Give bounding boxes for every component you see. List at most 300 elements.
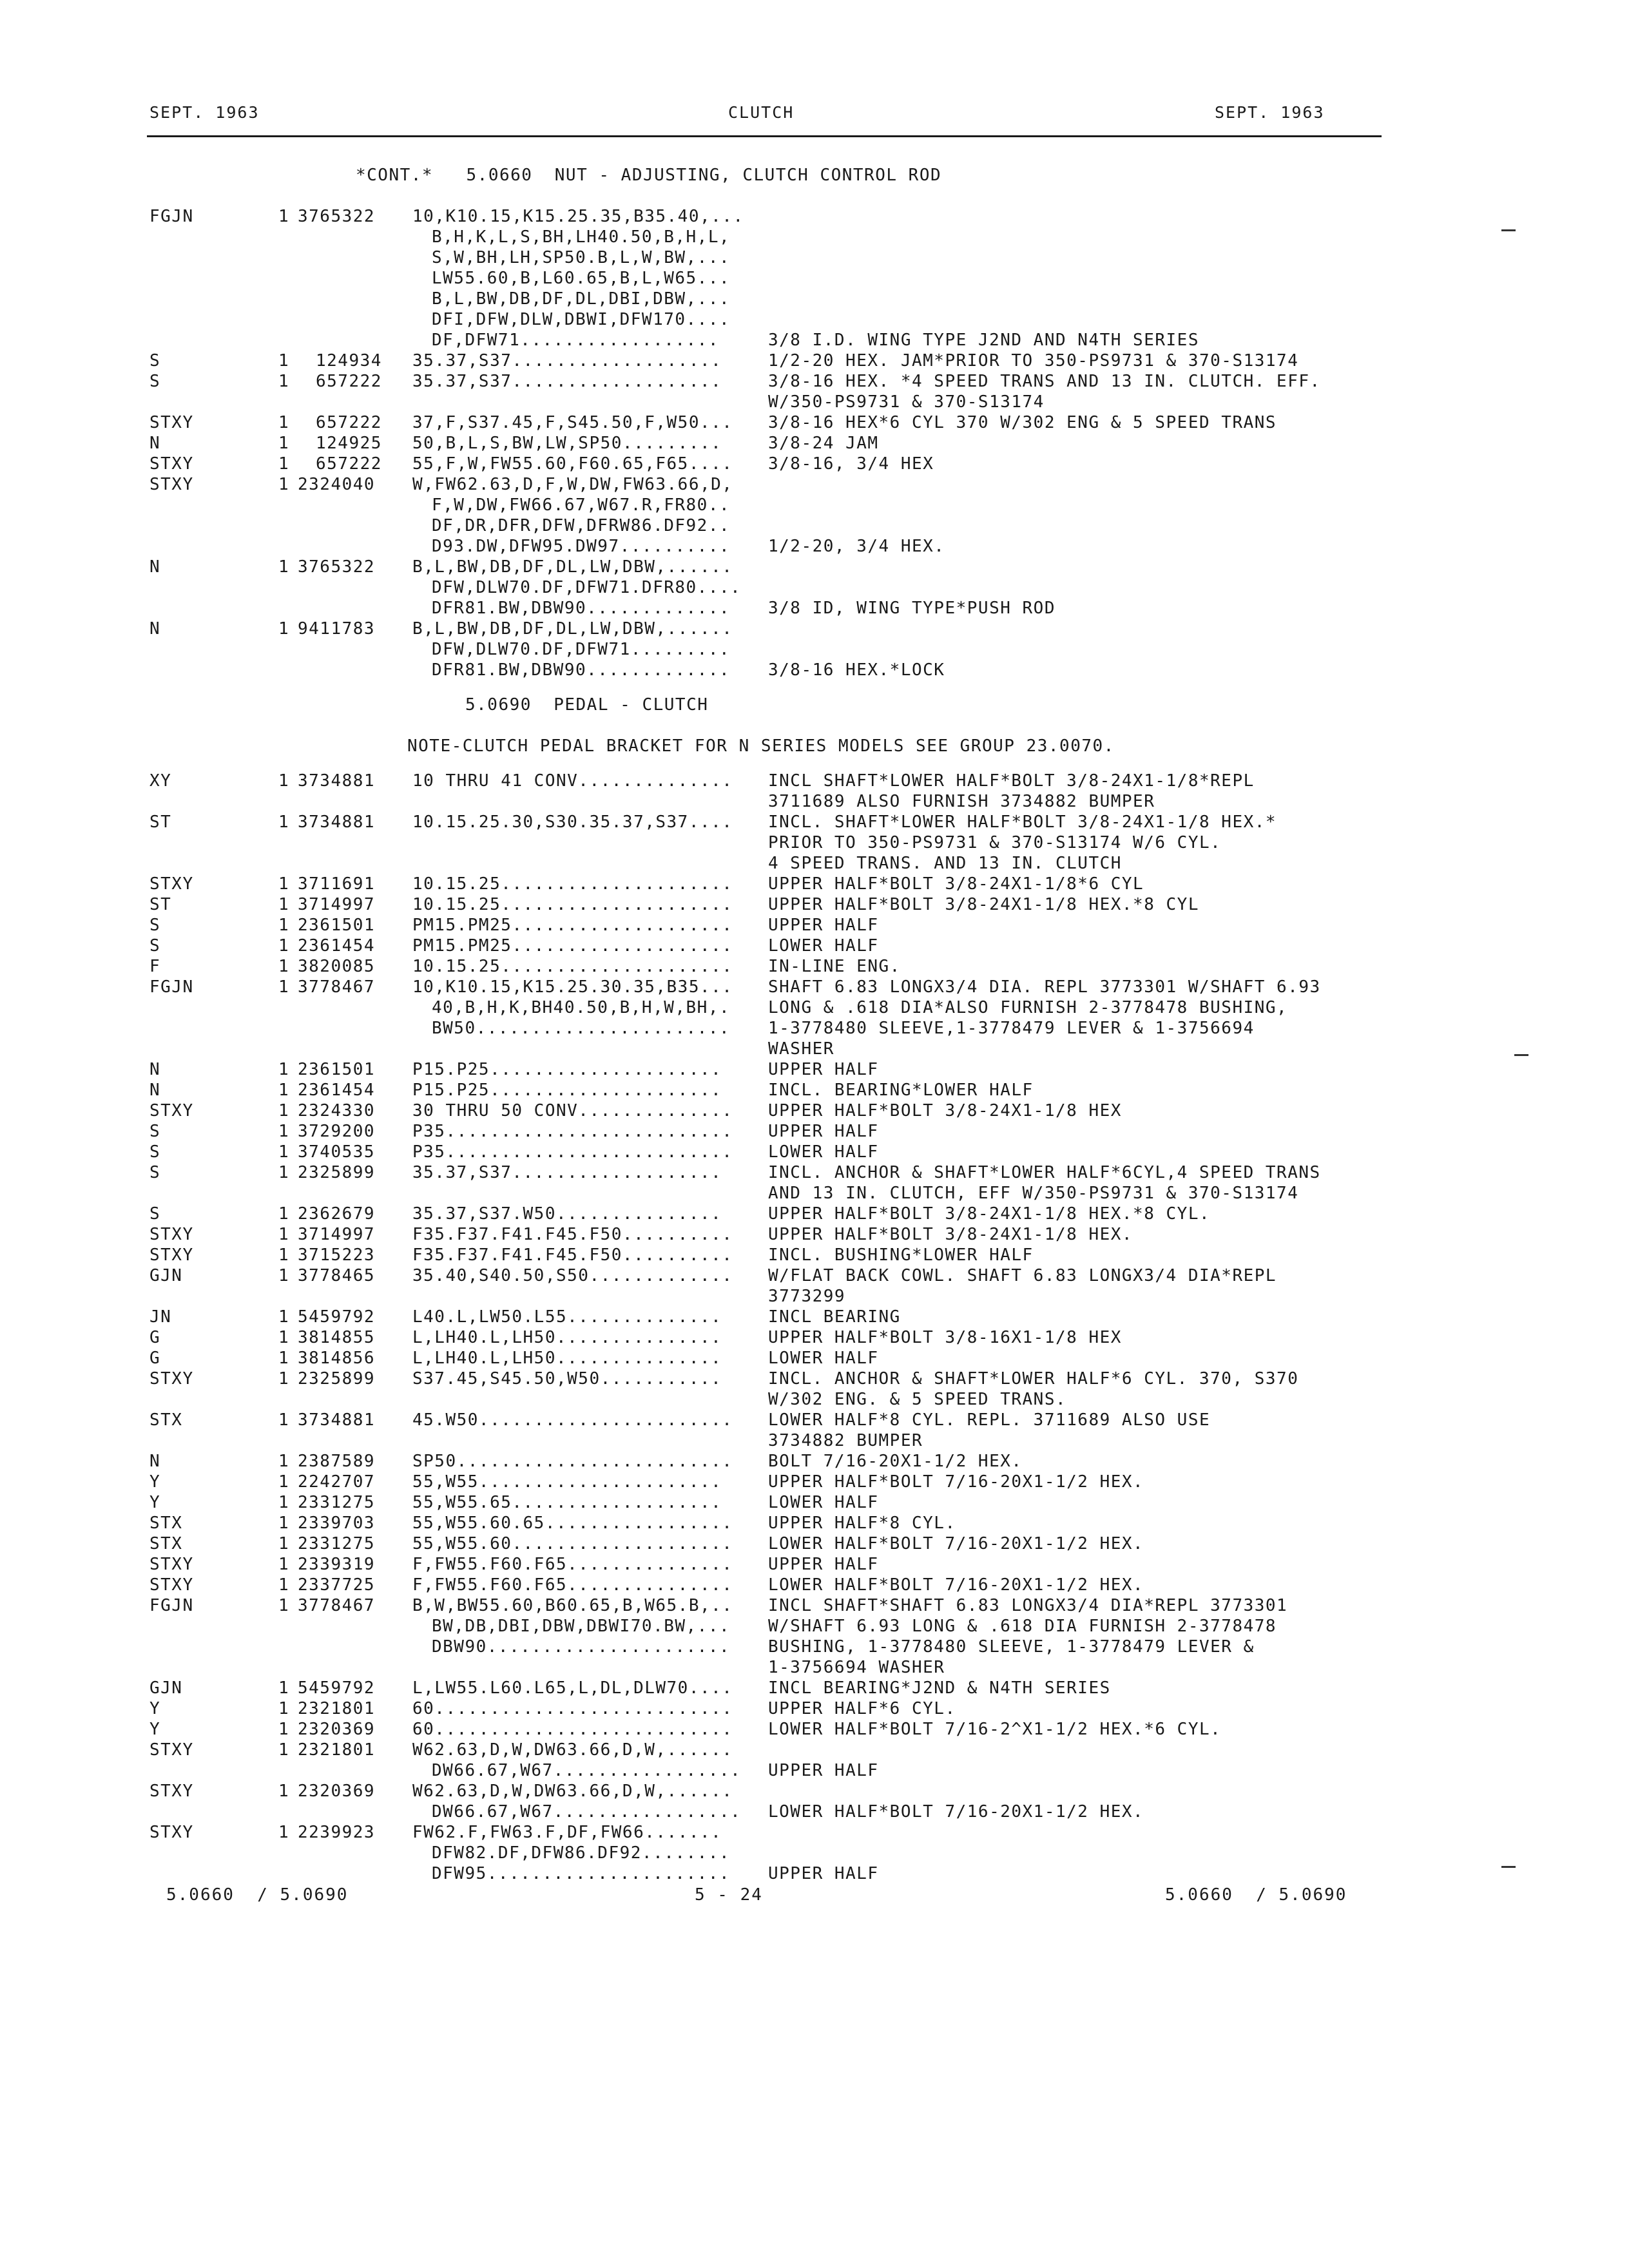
table-row [149,1781,1400,1802]
usage-code: STXY [149,1555,194,1574]
table-row [149,206,1400,227]
table-row [149,1698,1400,1719]
model-applicability: 60........................... [412,1699,733,1718]
part-description: LOWER HALF*BOLT 7/16-20X1-1/2 HEX. [768,1575,1144,1595]
table-row [149,454,1400,474]
model-applicability: B,L,BW,DB,DF,DL,LW,DBW,...... [412,619,733,639]
part-number: 2361454 [298,1081,376,1100]
table-row [149,1059,1400,1080]
part-description: 1-3756694 WASHER [768,1658,945,1677]
quantity: 1 [278,1266,290,1285]
table-row [149,247,1400,268]
quantity: 1 [278,1060,290,1079]
table-row [149,1430,1400,1451]
table-row [149,771,1400,791]
part-number: 2321801 [298,1740,376,1760]
header-title: CLUTCH [728,103,795,122]
usage-code: S [149,1142,161,1162]
part-number: 2362679 [298,1204,376,1224]
table-row [149,1533,1400,1554]
table-row [149,936,1400,956]
quantity: 1 [278,936,290,956]
quantity: 1 [278,413,290,432]
part-number: 2320369 [298,1720,376,1739]
usage-code: N [149,1081,161,1100]
quantity: 1 [278,1823,290,1842]
table-row [149,1410,1400,1430]
model-applicability: P15.P25..................... [412,1081,722,1100]
model-applicability: DFW82.DF,DFW86.DF92........ [432,1843,731,1863]
part-description: LOWER HALF*8 CYL. REPL. 3711689 ALSO USE [768,1410,1211,1430]
part-number: 3734881 [298,771,376,791]
table-row [149,577,1400,598]
part-description: INCL SHAFT*LOWER HALF*BOLT 3/8-24X1-1/8*REPL [768,771,1255,791]
model-applicability: 60........................... [412,1720,733,1739]
footer-ref-right: 5.0660 / 5.0690 [1165,1885,1347,1905]
part-number: 124934 [316,351,382,370]
model-applicability: DBW90...................... [432,1637,731,1657]
part-number: 5459792 [298,1307,376,1327]
usage-code: N [149,434,161,453]
model-applicability: F35.F37.F41.F45.F50.......... [412,1225,733,1244]
nut-parts-table [149,206,1400,680]
quantity: 1 [278,475,290,494]
part-description: UPPER HALF [768,1761,879,1780]
part-description: AND 13 IN. CLUTCH, EFF W/350-PS9731 & 370-S13174 [768,1184,1299,1203]
pedal-parts-table [149,771,1400,1884]
table-row [149,1822,1400,1843]
part-description: INCL. SHAFT*LOWER HALF*BOLT 3/8-24X1-1/8 HEX.* [768,812,1277,832]
part-number: 2339703 [298,1514,376,1533]
quantity: 1 [278,1349,290,1368]
table-row [149,1472,1400,1492]
model-applicability: F,FW55.F60.F65............... [412,1555,733,1574]
model-applicability: 10.15.25..................... [412,957,733,976]
part-number: 2321801 [298,1699,376,1718]
table-row [149,433,1400,454]
usage-code: STXY [149,874,194,894]
model-applicability: 35.37,S37................... [412,1163,722,1182]
table-row [149,1451,1400,1472]
part-description: LOWER HALF [768,1142,879,1162]
usage-code: N [149,557,161,577]
model-applicability: 55,W55...................... [412,1472,722,1492]
part-description: W/SHAFT 6.93 LONG & .618 DIA FURNISH 2-3778478 [768,1617,1277,1636]
model-applicability: DFW,DLW70.DF,DFW71.DFR80.... [432,578,742,597]
quantity: 1 [278,1514,290,1533]
table-row [149,474,1400,495]
table-row [149,639,1400,660]
part-number: 3714997 [298,895,376,914]
part-number: 3711691 [298,874,376,894]
table-row [149,1719,1400,1740]
part-description: 3773299 [768,1287,846,1306]
table-row [149,812,1400,832]
table-row [149,1162,1400,1183]
part-description: LOWER HALF*BOLT 7/16-20X1-1/2 HEX. [768,1534,1144,1553]
table-row [149,515,1400,536]
quantity: 1 [278,812,290,832]
table-row [149,1740,1400,1760]
quantity: 1 [278,372,290,391]
part-description: LOWER HALF [768,936,879,956]
quantity: 1 [278,557,290,577]
part-description: UPPER HALF*BOLT 3/8-24X1-1/8 HEX.*8 CYL [768,895,1199,914]
table-row [149,1513,1400,1533]
part-description: W/FLAT BACK COWL. SHAFT 6.83 LONGX3/4 DIA*REPL [768,1266,1277,1285]
usage-code: N [149,619,161,639]
part-description: INCL. ANCHOR & SHAFT*LOWER HALF*6 CYL. 370, S370 [768,1369,1299,1389]
model-applicability: LW55.60,B,L60.65,B,L,W65... [432,269,731,288]
model-applicability: W,FW62.63,D,F,W,DW,FW63.66,D, [412,475,733,494]
part-description: LOWER HALF*BOLT 7/16-2^X1-1/2 HEX.*6 CYL. [768,1720,1222,1739]
table-row [149,289,1400,309]
part-number: 2337725 [298,1575,376,1595]
part-number: 3734881 [298,1410,376,1430]
model-applicability: 10,K10.15,K15.25.35,B35.40,... [412,207,744,226]
model-applicability: DF,DR,DFR,DFW,DFRW86.DF92.. [432,516,731,535]
part-description: LOWER HALF [768,1493,879,1512]
quantity: 1 [278,1122,290,1141]
model-applicability: 37,F,S37.45,F,S45.50,F,W50... [412,413,733,432]
model-applicability: DFR81.BW,DBW90............. [432,660,731,680]
part-description: 3/8 ID, WING TYPE*PUSH ROD [768,599,1055,618]
table-row [149,1678,1400,1698]
table-row [149,268,1400,289]
usage-code: Y [149,1720,161,1739]
quantity: 1 [278,1740,290,1760]
model-applicability: 10,K10.15,K15.25.30.35,B35... [412,977,733,997]
part-number: 2320369 [298,1782,376,1801]
usage-code: STXY [149,454,194,474]
part-number: 3765322 [298,207,376,226]
usage-code: STXY [149,1245,194,1265]
model-applicability: 10 THRU 41 CONV.............. [412,771,733,791]
table-row [149,598,1400,619]
table-row [149,894,1400,915]
part-description: UPPER HALF [768,1060,879,1079]
table-row [149,1327,1400,1348]
model-applicability: SP50......................... [412,1452,733,1471]
part-number: 657222 [316,454,382,474]
quantity: 1 [278,1245,290,1265]
table-row [149,1348,1400,1369]
margin-mark [1514,1054,1528,1056]
part-number: 2331275 [298,1534,376,1553]
part-description: UPPER HALF [768,916,879,935]
model-applicability: 30 THRU 50 CONV.............. [412,1101,733,1120]
usage-code: STXY [149,1575,194,1595]
table-row [149,1265,1400,1286]
table-row [149,997,1400,1018]
part-description: LONG & .618 DIA*ALSO FURNISH 2-3778478 BUSHING, [768,998,1288,1017]
table-row [149,1575,1400,1595]
part-number: 2361454 [298,936,376,956]
part-description: UPPER HALF*BOLT 3/8-24X1-1/8*6 CYL [768,874,1144,894]
table-row [149,1286,1400,1307]
parts-listing [149,165,1400,1884]
quantity: 1 [278,1575,290,1595]
quantity: 1 [278,1596,290,1615]
part-description: UPPER HALF*BOLT 3/8-24X1-1/8 HEX [768,1101,1122,1120]
part-number: 3734881 [298,812,376,832]
part-description: INCL. BUSHING*LOWER HALF [768,1245,1034,1265]
table-row [149,1183,1400,1204]
part-number: 3714997 [298,1225,376,1244]
usage-code: ST [149,812,172,832]
part-description: WASHER [768,1039,834,1059]
model-applicability: P35.......................... [412,1122,733,1141]
table-row [149,1121,1400,1142]
table-row [149,1554,1400,1575]
table-row [149,227,1400,247]
section-title: 5.0690 PEDAL - CLUTCH [465,695,709,715]
model-applicability: PM15.PM25.................... [412,936,733,956]
usage-code: F [149,957,161,976]
table-row [149,1492,1400,1513]
table-row [149,660,1400,680]
model-applicability: 35.37,S37.W50............... [412,1204,722,1224]
part-number: 3814856 [298,1349,376,1368]
table-row [149,619,1400,639]
quantity: 1 [278,1472,290,1492]
quantity: 1 [278,1493,290,1512]
model-applicability: FW62.F,FW63.F,DF,FW66....... [412,1823,722,1842]
quantity: 1 [278,957,290,976]
part-number: 2331275 [298,1493,376,1512]
usage-code: Y [149,1472,161,1492]
usage-code: STX [149,1534,183,1553]
model-applicability: 40,B,H,K,BH40.50,B,H,W,BH,. [432,998,731,1017]
part-description: 3711689 ALSO FURNISH 3734882 BUMPER [768,792,1155,811]
part-description: UPPER HALF [768,1864,879,1883]
usage-code: G [149,1328,161,1347]
usage-code: STX [149,1514,183,1533]
model-applicability: W62.63,D,W,DW63.66,D,W,...... [412,1782,733,1801]
quantity: 1 [278,1101,290,1120]
part-description: SHAFT 6.83 LONGX3/4 DIA. REPL 3773301 W/SHAFT 6.93 [768,977,1321,997]
part-description: BUSHING, 1-3778480 SLEEVE, 1-3778479 LEVER & [768,1637,1255,1657]
part-number: 2387589 [298,1452,376,1471]
table-row [149,371,1400,392]
model-applicability: P35.......................... [412,1142,733,1162]
part-number: 2325899 [298,1369,376,1389]
model-applicability: 50,B,L,S,BW,LW,SP50......... [412,434,722,453]
table-row [149,1018,1400,1039]
part-number: 2242707 [298,1472,376,1492]
quantity: 1 [278,1328,290,1347]
part-description: W/302 ENG. & 5 SPEED TRANS. [768,1390,1067,1409]
part-number: 3778467 [298,977,376,997]
table-row [149,956,1400,977]
usage-code: FGJN [149,977,194,997]
table-row [149,1204,1400,1224]
usage-code: S [149,936,161,956]
part-description: 3/8-16 HEX.*LOCK [768,660,945,680]
model-applicability: 45.W50....................... [412,1410,733,1430]
table-row [149,1802,1400,1822]
part-number: 3729200 [298,1122,376,1141]
model-applicability: B,L,BW,DB,DF,DL,LW,DBW,...... [412,557,733,577]
part-description: 4 SPEED TRANS. AND 13 IN. CLUTCH [768,854,1122,873]
quantity: 1 [278,1452,290,1471]
part-number: 3778467 [298,1596,376,1615]
part-description: 1-3778480 SLEEVE,1-3778479 LEVER & 1-3756694 [768,1019,1255,1038]
usage-code: STXY [149,1782,194,1801]
margin-mark [1501,1866,1516,1868]
part-description: IN-LINE ENG. [768,957,901,976]
usage-code: JN [149,1307,172,1327]
model-applicability: B,W,BW55.60,B60.65,B,W65.B,.. [412,1596,733,1615]
spacer [149,186,1400,206]
model-applicability: 55,W55.60.................... [412,1534,733,1553]
part-number: 3778465 [298,1266,376,1285]
part-description: LOWER HALF [768,1349,879,1368]
part-number: 2239923 [298,1823,376,1842]
header-rule [147,135,1382,137]
table-row [149,1637,1400,1657]
quantity: 1 [278,1534,290,1553]
model-applicability: DFR81.BW,DBW90............. [432,599,731,618]
section-heading-pedal [149,695,1400,715]
model-applicability: 10.15.25..................... [412,895,733,914]
table-row [149,1224,1400,1245]
model-applicability: B,L,BW,DB,DF,DL,DBI,DBW,... [432,289,731,309]
table-row [149,977,1400,997]
part-number: 2324040 [298,475,376,494]
quantity: 1 [278,1699,290,1718]
model-applicability: DW66.67,W67................. [432,1761,742,1780]
usage-code: GJN [149,1266,183,1285]
model-applicability: L,LH40.L,LH50............... [412,1349,722,1368]
model-applicability: B,H,K,L,S,BH,LH40.50,B,H,L, [432,227,731,247]
model-applicability: 35.37,S37................... [412,372,722,391]
table-row [149,1389,1400,1410]
part-number: 2361501 [298,916,376,935]
part-number: 657222 [316,372,382,391]
part-number: 657222 [316,413,382,432]
usage-code: FGJN [149,207,194,226]
quantity: 1 [278,916,290,935]
part-description: INCL. BEARING*LOWER HALF [768,1081,1034,1100]
usage-code: G [149,1349,161,1368]
section-note [149,736,1400,756]
part-description: UPPER HALF*8 CYL. [768,1514,956,1533]
usage-code: S [149,1122,161,1141]
part-description: UPPER HALF*BOLT 3/8-16X1-1/8 HEX [768,1328,1122,1347]
table-row [149,853,1400,874]
part-number: 3814855 [298,1328,376,1347]
quantity: 1 [278,207,290,226]
part-description: UPPER HALF*BOLT 7/16-20X1-1/2 HEX. [768,1472,1144,1492]
usage-code: STXY [149,1740,194,1760]
table-row [149,832,1400,853]
model-applicability: D93.DW,DFW95.DW97.......... [432,537,731,556]
quantity: 1 [278,977,290,997]
model-applicability: L,LH40.L,LH50............... [412,1328,722,1347]
part-description: BOLT 7/16-20X1-1/2 HEX. [768,1452,1023,1471]
model-applicability: S,W,BH,LH,SP50.B,L,W,BW,... [432,248,731,267]
part-number: 3740535 [298,1142,376,1162]
table-row [149,874,1400,894]
table-row [149,1245,1400,1265]
part-number: 2361501 [298,1060,376,1079]
part-description: INCL BEARING*J2ND & N4TH SERIES [768,1678,1111,1698]
usage-code: S [149,351,161,370]
quantity: 1 [278,454,290,474]
model-applicability: F35.F37.F41.F45.F50.......... [412,1245,733,1265]
model-applicability: DFW95...................... [432,1864,731,1883]
table-row [149,1369,1400,1389]
section-heading-nut [149,165,1400,186]
usage-code: STXY [149,1225,194,1244]
model-applicability: 35.40,S40.50,S50............. [412,1266,733,1285]
model-applicability: 10.15.25..................... [412,874,733,894]
model-applicability: F,FW55.F60.F65............... [412,1575,733,1595]
part-description: INCL BEARING [768,1307,901,1327]
model-applicability: 55,W55.60.65................. [412,1514,733,1533]
quantity: 1 [278,1081,290,1100]
quantity: 1 [278,1225,290,1244]
table-row [149,1595,1400,1616]
part-description: 3/8 I.D. WING TYPE J2ND AND N4TH SERIES [768,331,1199,350]
part-number: 124925 [316,434,382,453]
part-description: UPPER HALF*6 CYL. [768,1699,956,1718]
part-description: UPPER HALF [768,1555,879,1574]
model-applicability: 35.37,S37................... [412,351,722,370]
table-row [149,1863,1400,1884]
part-description: 3/8-16 HEX. *4 SPEED TRANS AND 13 IN. CLUTCH. EFF. [768,372,1321,391]
part-description: 1/2-20, 3/4 HEX. [768,537,945,556]
usage-code: GJN [149,1678,183,1698]
quantity: 1 [278,1142,290,1162]
header-date-right: SEPT. 1963 [1215,103,1325,122]
part-number: 5459792 [298,1678,376,1698]
table-row [149,1657,1400,1678]
model-applicability: W62.63,D,W,DW63.66,D,W,...... [412,1740,733,1760]
part-number: 3820085 [298,957,376,976]
model-applicability: PM15.PM25.................... [412,916,733,935]
quantity: 1 [278,1307,290,1327]
part-description: 3/8-16 HEX*6 CYL 370 W/302 ENG & 5 SPEED TRANS [768,413,1277,432]
margin-mark [1501,229,1516,231]
part-description: UPPER HALF [768,1122,879,1141]
quantity: 1 [278,1163,290,1182]
usage-code: ST [149,895,172,914]
usage-code: FGJN [149,1596,194,1615]
usage-code: STXY [149,475,194,494]
footer-page-number: 5 - 24 [695,1885,763,1905]
table-row [149,536,1400,557]
model-applicability: 10.15.25.30,S30.35.37,S37.... [412,812,733,832]
usage-code: S [149,372,161,391]
quantity: 1 [278,619,290,639]
part-description: UPPER HALF*BOLT 3/8-24X1-1/8 HEX.*8 CYL. [768,1204,1211,1224]
model-applicability: DW66.67,W67................. [432,1802,742,1821]
table-row [149,351,1400,371]
model-applicability: 55,W55.65................... [412,1493,722,1512]
part-description: INCL SHAFT*SHAFT 6.83 LONGX3/4 DIA*REPL 3773301 [768,1596,1288,1615]
part-description: PRIOR TO 350-PS9731 & 370-S13174 W/6 CYL. [768,833,1222,852]
model-applicability: BW,DB,DBI,DBW,DBWI70.BW,... [432,1617,731,1636]
usage-code: S [149,1204,161,1224]
usage-code: STXY [149,1101,194,1120]
model-applicability: F,W,DW,FW66.67,W67.R,FR80.. [432,495,731,515]
part-description: 3/8-16, 3/4 HEX [768,454,934,474]
table-row [149,1100,1400,1121]
table-row [149,412,1400,433]
table-row [149,1307,1400,1327]
